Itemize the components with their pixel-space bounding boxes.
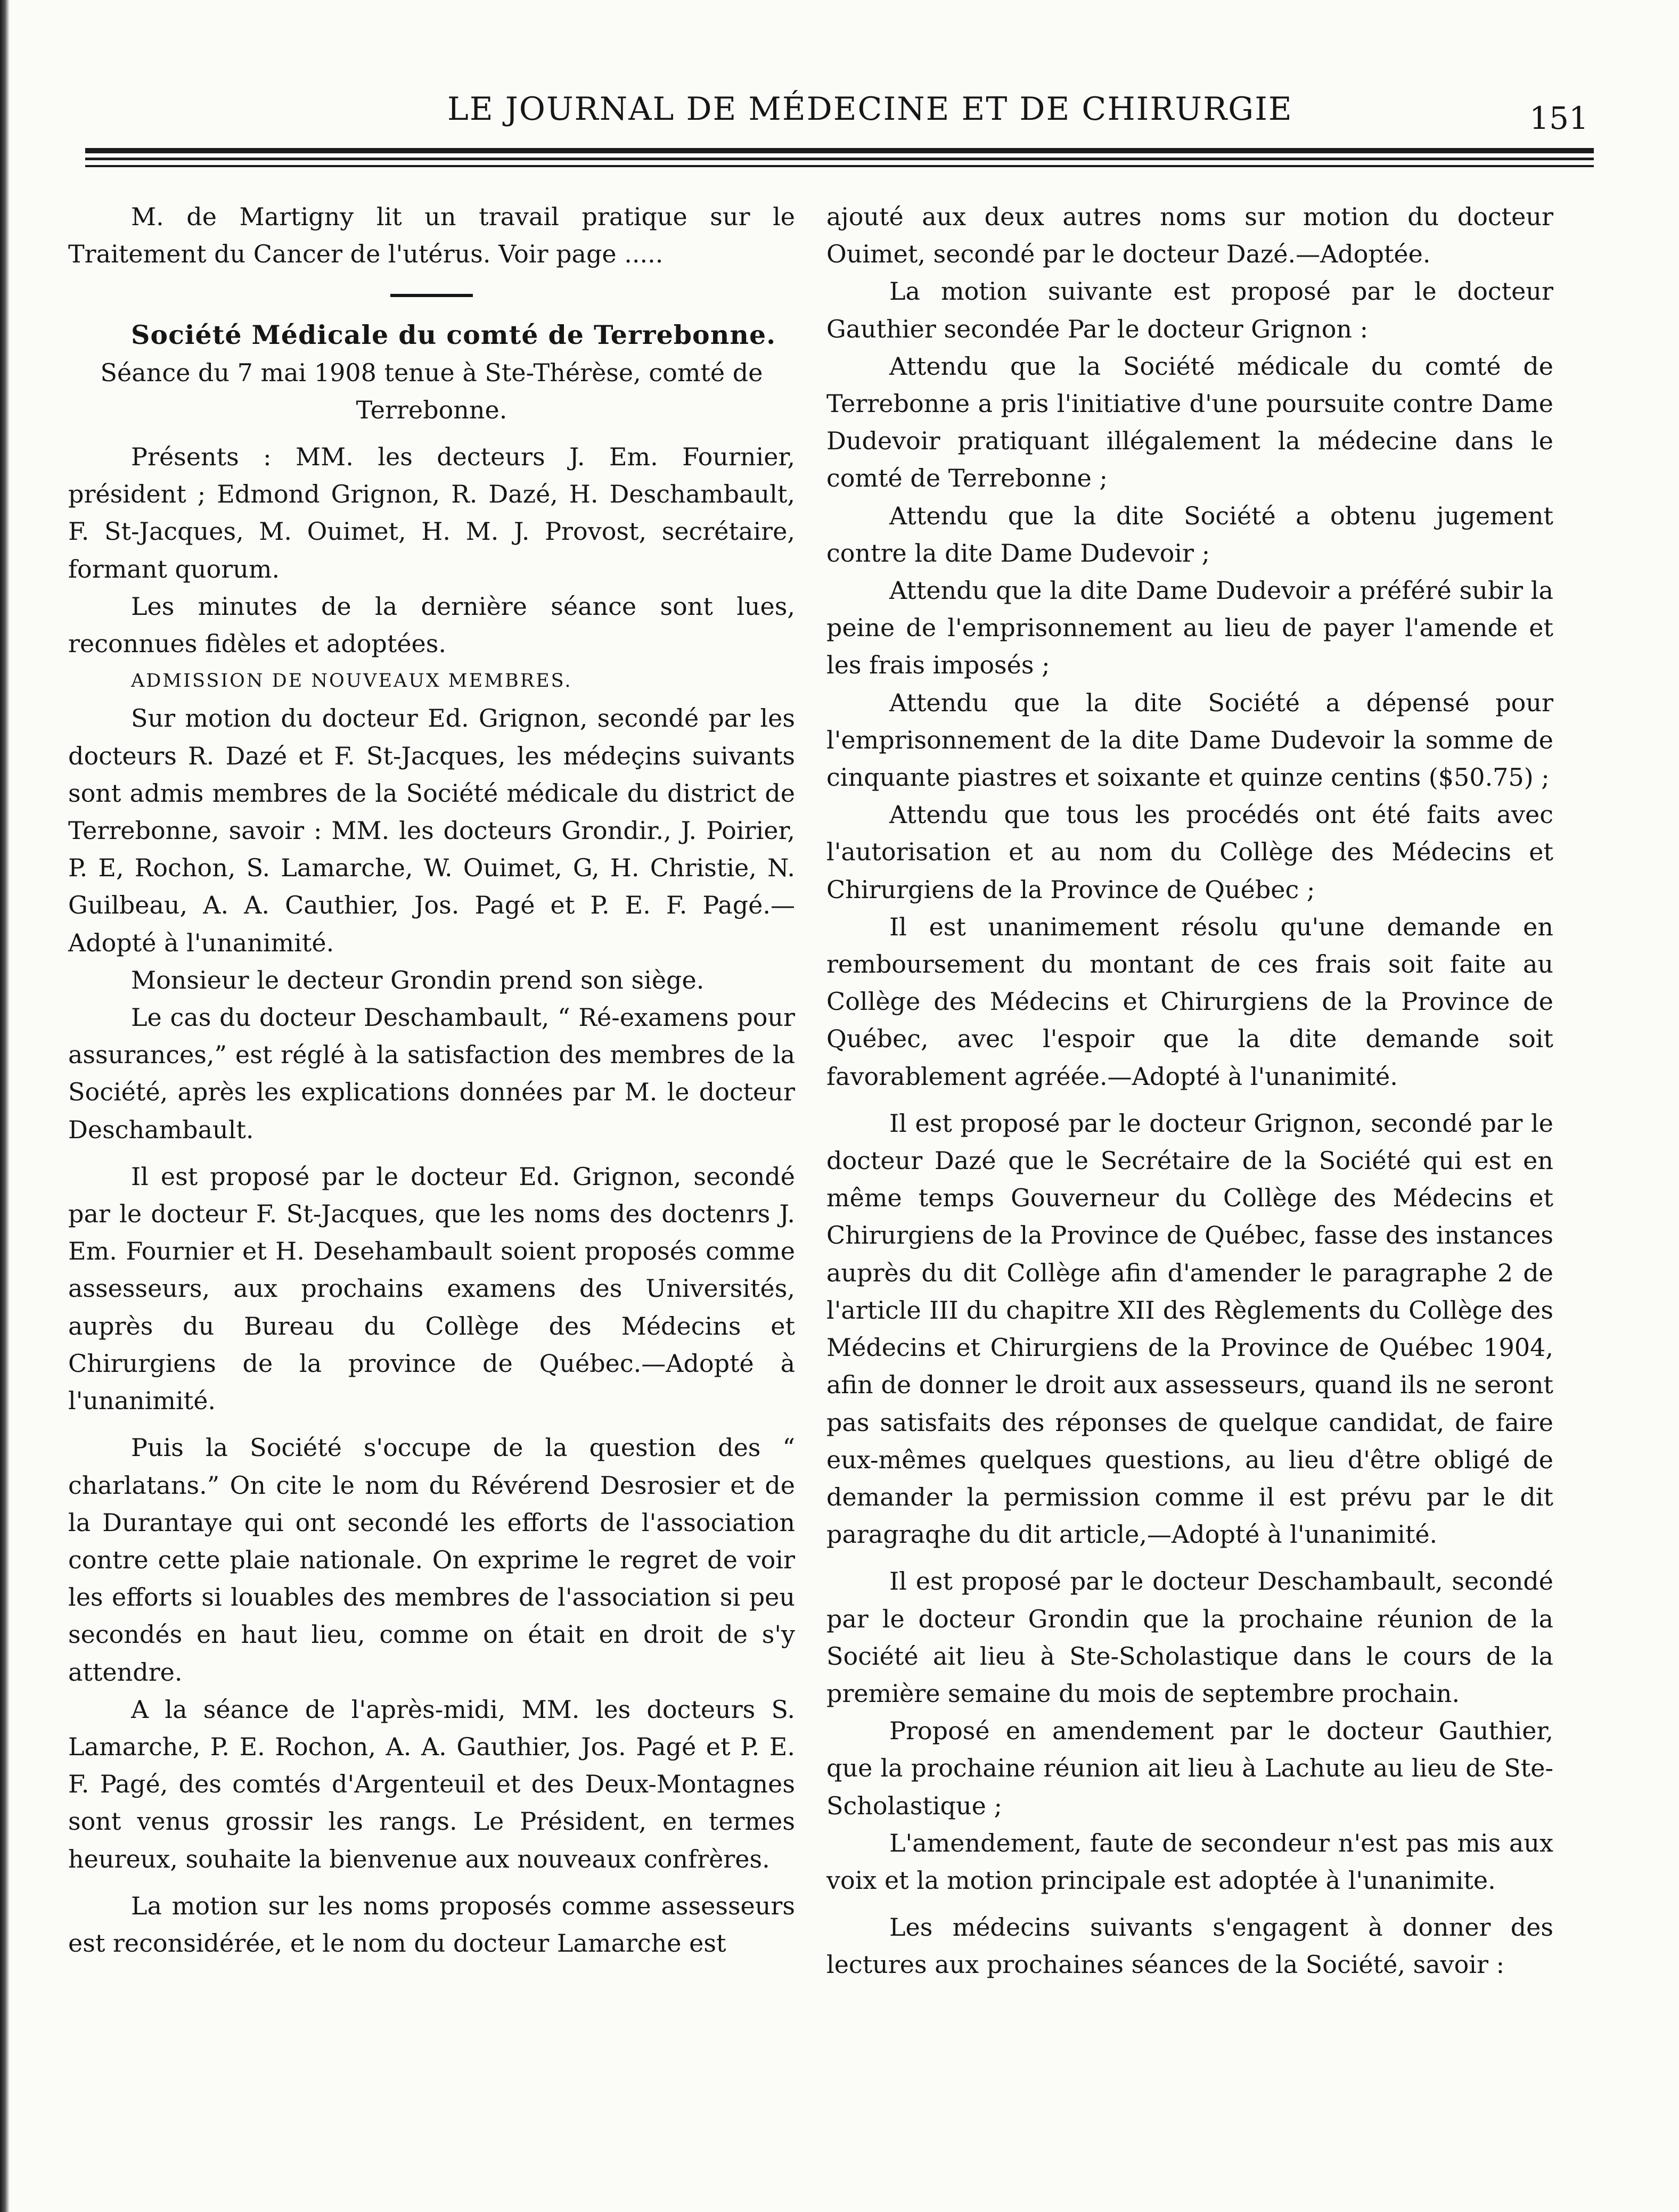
paragraph-motion-suivante: La motion suivante est proposé par le docteur Gauthier secondée Par le docteur Grignon : xyxy=(826,277,1553,343)
paragraph-motion: Sur motion du docteur Ed. Grignon, secondé par les docteurs R. Dazé et F. St-Jacques, les médeçins suivants sont admis membres de la Société médicale du district de Terrebonne, savoir : MM. les docteurs Grondir., J. Poirier, P. E, Rochon, S. Lamarche, W. Ouimet, G, H. Christie, N. Guilbeau, A. A. Cauthier, Jos. Pagé et P. E. F. Pagé.—Adopté à l'unanimité. xyxy=(68,704,795,957)
paragraph-charlatans: Puis la Société s'occupe de la question des “ charlatans.” On cite le nom du Révérend Desrosier et de la Durantaye qui ont secondé les efforts de l'association contre cette plaie nationale. On exprime le regret de voir les efforts si louables des membres de l'association si peu secondés en haut lieu, comme on était en droit de s'y attendre. xyxy=(68,1433,795,1687)
right-column xyxy=(826,198,1553,1984)
page-header xyxy=(85,85,1594,144)
paragraph-attendu-2: Attendu que la dite Société a obtenu jugement contre la dite Dame Dudevoir ; xyxy=(826,501,1553,568)
paragraph-lectures: Les médecins suivants s'engagent à donner des lectures aux prochaines séances de la Société, savoir : xyxy=(826,1913,1553,1979)
paragraph-grondin: Monsieur le decteur Grondin prend son siège. xyxy=(131,965,705,994)
seance-line: Séance du 7 mai 1908 tenue à Ste-Thérèse, comté de Terrebonne. xyxy=(100,358,763,424)
paragraph-propose-assesseurs: Il est proposé par le docteur Ed. Grignon, secondé par le docteur F. St-Jacques, que les noms des doctenrs J. Em. Fournier et H. Desehambault soient proposés comme assesseurs, aux prochains examens des Universités, auprès du Bureau du Collège des Médecins et Chirurgiens de la province de Québec.—Adopté à l'unanimité. xyxy=(68,1162,795,1416)
page-edge-shadow xyxy=(0,0,10,2212)
paragraph-presents: Présents : MM. les decteurs J. Em. Fournier, président ; Edmond Grignon, R. Dazé, H. Deschambault, F. St-Jacques, M. Ouimet, H. M. J. Provost, secrétaire, formant quorum. xyxy=(68,442,795,583)
paragraph-cas-deschambault: Le cas du docteur Deschambault, “ Ré-examens pour assurances,” est réglé à la satisfaction des membres de la Société, après les explications données par M. le docteur Deschambault. xyxy=(68,1003,795,1144)
admission-heading: ADMISSION DE NOUVEAUX MEMBRES. xyxy=(131,670,572,692)
paragraph-motion-noms: La motion sur les noms proposés comme assesseurs est reconsidérée, et le nom du docteur Lamarche est xyxy=(68,1891,795,1958)
paragraph-resolu: Il est unanimement résolu qu'une demande en remboursement du montant de ces frais soit faite au Collège des Médecins et Chirurgiens de la Province de Québec, avec l'espoir que la dite demande soit favorablement agréée.—Adopté à l'unanimité. xyxy=(826,912,1553,1091)
paragraph-propose-grignon: Il est proposé par le docteur Grignon, secondé par le docteur Dazé que le Secrétaire de la Société qui est en même temps Gouverneur du Collège des Médecins et Chirurgiens de la Province de Québec, fasse des instances auprès du dit Collège afin d'amender le paragraphe 2 de l'article III du chapitre XII des Règlements du Collège des Médecins et Chirurgiens de la Province de Québec 1904, afin de donner le droit aux assesseurs, quand ils ne seront pas satisfaits des réponses de quelque candidat, de faire eux-mêmes quelques questions, au lieu d'être obligé de demander la permission comme il est prévu par le dit paragraqhe du dit article,—Adopté à l'unanimité. xyxy=(826,1108,1553,1549)
paragraph-propose-deschambault: Il est proposé par le docteur Deschambault, secondé par le docteur Grondin que la prochaine réunion de la Société ait lieu à Ste-Scholastique dans le cours de la première semaine du mois de septembre prochain. xyxy=(826,1567,1553,1708)
left-column xyxy=(68,198,795,1962)
header-rule-thin xyxy=(85,165,1594,167)
paragraph-minutes: Les minutes de la dernière séance sont lues, reconnues fidèles et adoptées. xyxy=(68,591,795,659)
paragraph-martigny: M. de Martigny lit un travail pratique sur le Traitement du Cancer de l'utérus. Voir page ..... xyxy=(68,202,795,269)
paragraph-attendu-3: Attendu que la dite Dame Dudevoir a préféré subir la peine de l'emprisonnement au lieu de payer l'amende et les frais imposés ; xyxy=(826,576,1553,680)
paragraph-lamendement: L'amendement, faute de secondeur n'est pas mis aux voix et la motion principale est adoptée à l'unanimite. xyxy=(826,1828,1553,1895)
page-number: 151 xyxy=(1529,100,1588,136)
society-heading: Société Médicale du comté de Terrebonne. xyxy=(131,319,776,351)
header-rule-middle xyxy=(85,158,1594,160)
paragraph-attendu-4: Attendu que la dite Société a dépensé pour l'emprisonnement de la dite Dame Dudevoir la somme de cinquante piastres et soixante et quinze centins ($50.75) ; xyxy=(826,688,1553,792)
paragraph-ajoute: ajouté aux deux autres noms sur motion du docteur Ouimet, secondé par le docteur Dazé.—Adoptée. xyxy=(826,202,1553,269)
header-rule-thick xyxy=(85,148,1594,153)
paragraph-attendu-1: Attendu que la Société médicale du comté de Terrebonne a pris l'initiative d'une poursuite contre Dame Dudevoir pratiquant illégalement la médecine dans le comté de Terrebonne ; xyxy=(826,351,1553,493)
running-title: LE JOURNAL DE MÉDECINE ET DE CHIRURGIE xyxy=(447,91,1293,128)
paragraph-attendu-5: Attendu que tous les procédés ont été faits avec l'autorisation et au nom du Collège des Médecins et Chirurgiens de la Province de Québec ; xyxy=(826,800,1553,904)
paragraph-amendement: Proposé en amendement par le docteur Gauthier, que la prochaine réunion ait lieu à Lachute au lieu de Ste-Scholastique ; xyxy=(826,1716,1553,1820)
section-divider xyxy=(390,294,473,297)
paragraph-seance-apres-midi: A la séance de l'après-midi, MM. les docteurs S. Lamarche, P. E. Rochon, A. A. Gauthier, Jos. Pagé et P. E. F. Pagé, des comtés d'Argenteuil et des Deux-Montagnes sont venus grossir les rangs. Le Président, en termes heureux, souhaite la bienvenue aux nouveaux confrères. xyxy=(68,1695,795,1873)
